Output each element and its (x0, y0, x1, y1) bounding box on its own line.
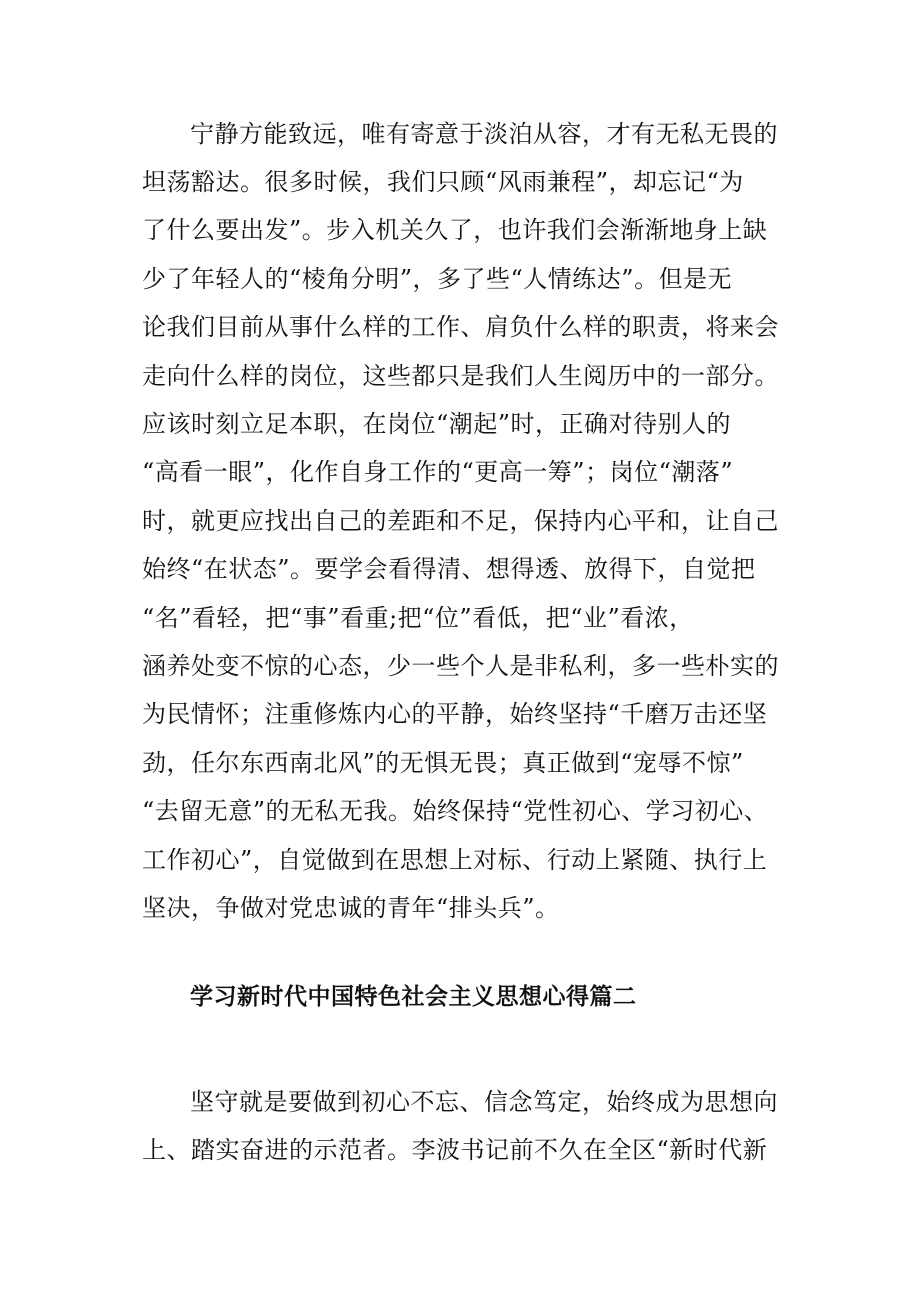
section-heading: 学习新时代中国特色社会主义思想心得篇二 (190, 984, 637, 1010)
paragraph-1-line-17: 坚决，争做对党忠诚的青年“排头兵”。 (142, 894, 560, 922)
paragraph-1-line-4: 少了年轻人的“棱角分明”，多了些“人情练达”。但是无 (142, 265, 733, 293)
paragraph-1-line-2: 坦荡豁达。很多时候，我们只顾“风雨兼程”，却忘记“为 (142, 168, 744, 196)
paragraph-1-line-13: 为民情怀；注重修炼内心的平静，始终坚持“千磨万击还坚 (142, 700, 768, 728)
paragraph-2-line-1: 坚守就是要做到初心不忘、信念笃定，始终成为思想向 (190, 1088, 778, 1116)
paragraph-1-line-9: 时，就更应找出自己的差距和不足，保持内心平和，让自己 (142, 507, 779, 535)
paragraph-1-line-3: 了什么要出发”。步入机关久了，也许我们会渐渐地身上缺 (142, 216, 768, 244)
paragraph-1-line-15: “去留无意”的无私无我。始终保持“党性初心、学习初心、 (142, 797, 769, 825)
paragraph-1-line-11: “名”看轻，把“事”看重;把“位”看低，把“业”看浓， (142, 604, 694, 632)
paragraph-1-line-16: 工作初心”，自觉做到在思想上对标、行动上紧随、执行上 (142, 846, 768, 874)
paragraph-1-line-7: 应该时刻立足本职，在岗位“潮起”时，正确对待别人的 (142, 410, 732, 438)
paragraph-1-line-10: 始终“在状态”。要学会看得清、想得透、放得下，自觉把 (142, 555, 756, 583)
paragraph-1-line-5: 论我们目前从事什么样的工作、肩负什么样的职责，将来会 (142, 313, 779, 341)
paragraph-1-line-1: 宁静方能致远，唯有寄意于淡泊从容，才有无私无畏的 (190, 120, 778, 148)
paragraph-1-line-12: 涵养处变不惊的心态，少一些个人是非私利，多一些朴实的 (142, 652, 779, 680)
paragraph-1-line-6: 走向什么样的岗位，这些都只是我们人生阅历中的一部分。 (142, 362, 779, 390)
paragraph-2-line-2: 上、踏实奋进的示范者。李波书记前不久在全区“新时代新 (142, 1136, 768, 1164)
paragraph-1-line-14: 劲，任尔东西南北风”的无惧无畏；真正做到“宠辱不惊” (142, 749, 744, 777)
paragraph-1-line-8: “高看一眼”，化作自身工作的“更高一筹”；岗位“潮落” (142, 458, 734, 486)
